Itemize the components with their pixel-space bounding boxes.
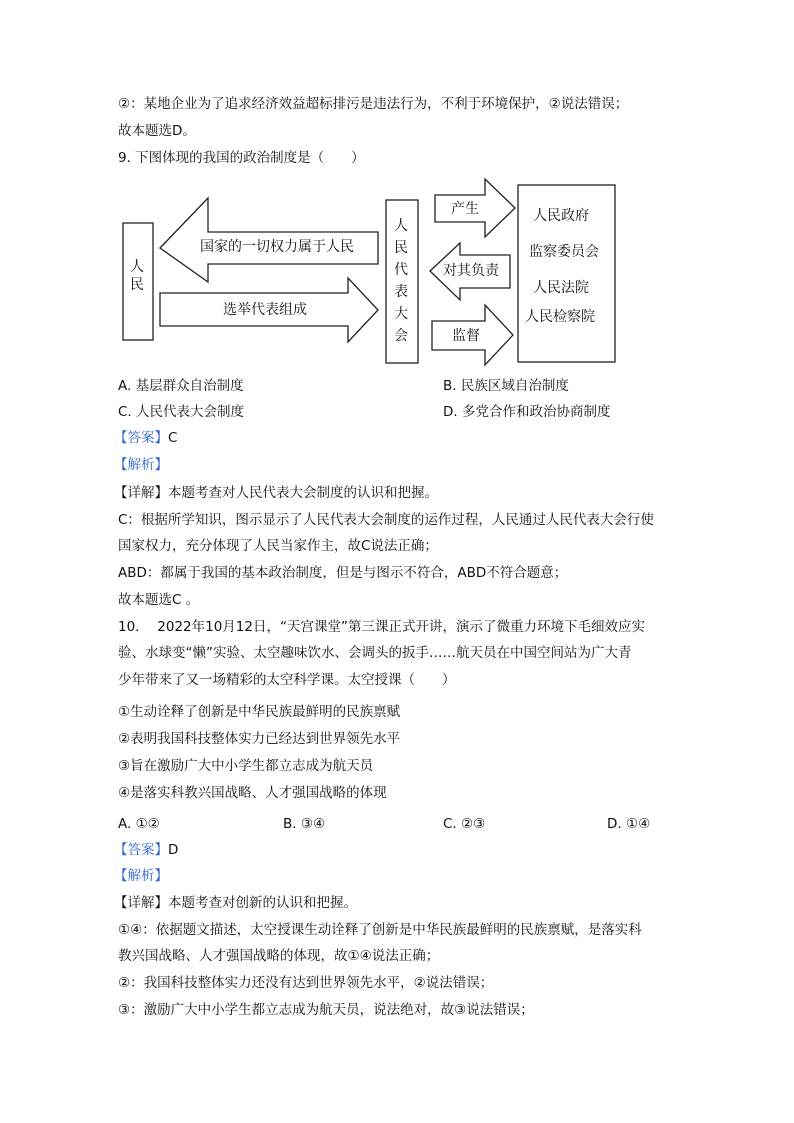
q9-answer [114,429,177,447]
q9-analysis-line: 故本题选C 。 [118,592,200,608]
q10-option-c[interactable]: C. ②③ [443,816,486,832]
prev-analysis-line: ②：某地企业为了追求经济效益超标排污是违法行为，不利于环境保护，②说法错误； [118,96,629,112]
q9-option-b[interactable]: B. 民族区域自治制度 [443,378,569,394]
answer-value: C [168,430,178,446]
q9-option-a[interactable]: A. 基层群众自治制度 [118,378,244,394]
question-10-stem: 10. 2022年10月12日，“天宫课堂”第三课正式开讲，演示了微重力环境下毛细效应实 [118,619,645,635]
q9-analysis-label: 【解析】 [114,457,168,473]
q9-analysis-line: 国家权力，充分体现了人民当家作主，故C说法正确； [118,538,438,554]
people-label: 人民 [130,259,144,293]
q10-detail: 【详解】本题考查对创新的认识和把握。 [114,895,357,911]
right-arrow-label: 选举代表组成 [223,302,307,318]
answer-label: 【答案】 [114,430,168,446]
q10-analysis-line: ②：我国科技整体实力还没有达到世界领先水平，②说法错误； [118,975,494,991]
left-arrow-label: 国家的一切权力属于人民 [200,239,354,255]
q10-answer [114,841,178,859]
supervise-label: 监督 [452,328,480,344]
q10-analysis-line: ③：激励广大中小学生都立志成为航天员，说法绝对，故③说法错误； [118,1002,534,1018]
organ-label: 人民检察院 [525,309,595,325]
responsible-label: 对其负责 [443,263,499,279]
question-9-stem: 9. 下图体现的我国的政治制度是（ ） [118,150,365,166]
q9-option-c[interactable]: C. 人民代表大会制度 [118,404,245,420]
question-10-stem: 验、水球变“懒”实验、太空趣味饮水、会调头的扳手……航天员在中国空间站为广大青 [118,645,632,661]
question-10-stem: 少年带来了又一场精彩的太空科学课。太空授课（ ） [118,672,456,688]
q9-analysis-line: ABD：都属于我国的基本政治制度，但是与图示不符合，ABD不符合题意； [118,565,568,581]
congress-label: 人民代表大会 [394,218,408,344]
organ-label: 人民政府 [533,208,589,224]
prev-conclusion: 故本题选D。 [118,123,196,139]
q9-option-d[interactable]: D. 多党合作和政治协商制度 [443,404,611,420]
organ-label: 监察委员会 [529,244,599,260]
q10-analysis-label: 【解析】 [114,868,168,884]
q10-statement: ④是落实科教兴国战略、人才强国战略的体现 [118,785,387,801]
q10-statement: ③旨在激励广大中小学生都立志成为航天员 [118,758,374,774]
q10-option-d[interactable]: D. ①④ [607,816,651,832]
produce-label: 产生 [451,201,479,217]
q10-statement: ①生动诠释了创新是中华民族最鲜明的民族禀赋 [118,704,401,720]
q10-statement: ②表明我国科技整体实力已经达到世界领先水平 [118,731,401,747]
q9-analysis-line: C：根据所学知识，图示显示了人民代表大会制度的运作过程，人民通过人民代表大会行使 [118,512,654,528]
answer-label: 【答案】 [114,842,168,858]
q9-detail: 【详解】本题考查对人民代表大会制度的认识和把握。 [114,485,438,501]
organ-label: 人民法院 [533,280,589,296]
q10-analysis-line: 教兴国战略、人才强国战略的体现，故①④说法正确； [118,948,440,964]
q10-analysis-line: ①④：依据题文描述，太空授课生动诠释了创新是中华民族最鲜明的民族禀赋，是落实科 [118,922,642,938]
q10-option-a[interactable]: A. ①② [118,816,160,832]
q10-option-b[interactable]: B. ③④ [283,816,326,832]
answer-value: D [168,842,179,858]
